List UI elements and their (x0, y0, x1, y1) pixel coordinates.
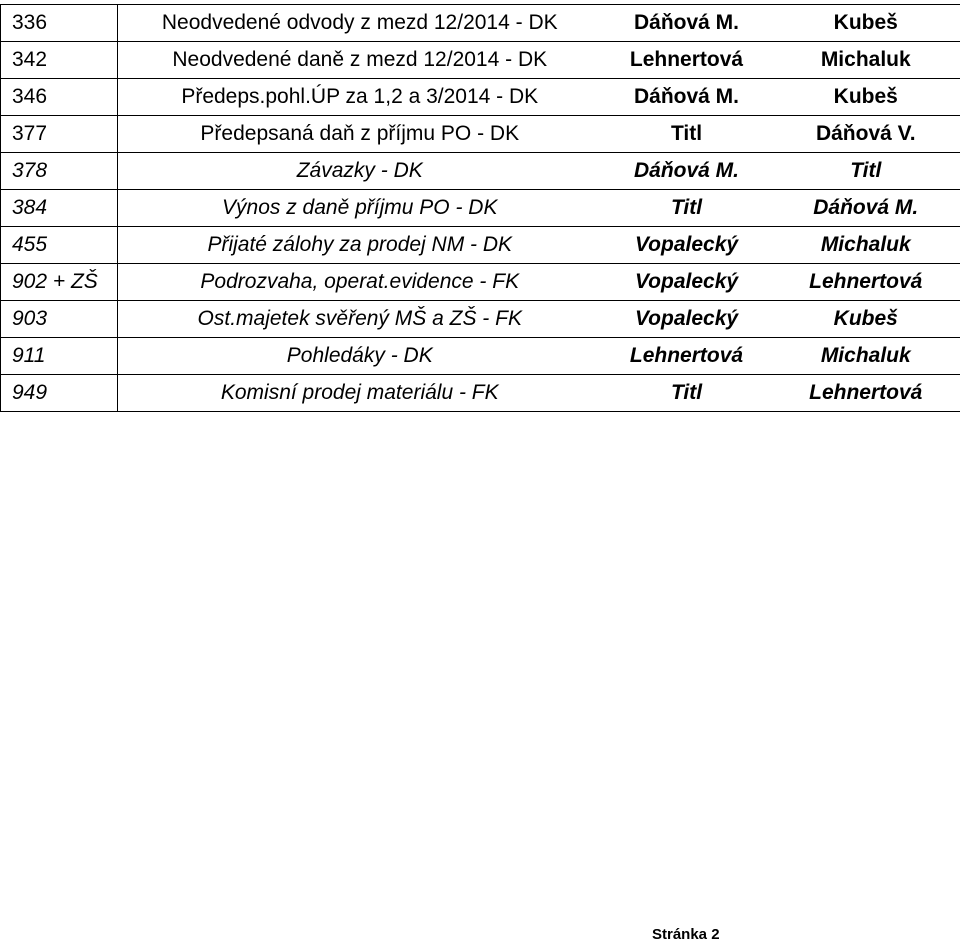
responsible-person: Vopalecký (602, 264, 772, 301)
substitute-person: Dáňová M. (772, 190, 960, 227)
table-row (1, 227, 960, 264)
account-description: Předepsaná daň z příjmu PO - DK (118, 116, 602, 153)
account-description: Komisní prodej materiálu - FK (118, 375, 602, 412)
substitute-person: Lehnertová (772, 375, 960, 412)
responsible-person: Vopalecký (602, 227, 772, 264)
account-code: 346 (1, 79, 118, 116)
table-row (1, 301, 960, 338)
responsible-person: Titl (602, 375, 772, 412)
substitute-person: Lehnertová (772, 264, 960, 301)
responsible-person: Titl (602, 116, 772, 153)
accounts-table-body (1, 5, 960, 412)
account-code: 903 (1, 301, 118, 338)
account-code: 378 (1, 153, 118, 190)
table-row (1, 116, 960, 153)
page-number: Stránka 2 (652, 926, 720, 944)
account-description: Předeps.pohl.ÚP za 1,2 a 3/2014 - DK (118, 79, 602, 116)
accounts-table (0, 4, 960, 412)
account-code: 342 (1, 42, 118, 79)
substitute-person: Michaluk (772, 42, 960, 79)
substitute-person: Kubeš (772, 5, 960, 42)
substitute-person: Dáňová V. (772, 116, 960, 153)
account-description: Pohledáky - DK (118, 338, 602, 375)
account-description: Podrozvaha, operat.evidence - FK (118, 264, 602, 301)
table-row (1, 190, 960, 227)
responsible-person: Dáňová M. (602, 79, 772, 116)
responsible-person: Dáňová M. (602, 153, 772, 190)
account-code: 902 + ZŠ (1, 264, 118, 301)
table-row (1, 79, 960, 116)
substitute-person: Kubeš (772, 301, 960, 338)
account-description: Závazky - DK (118, 153, 602, 190)
table-row (1, 375, 960, 412)
account-description: Ost.majetek svěřený MŠ a ZŠ - FK (118, 301, 602, 338)
table-row (1, 153, 960, 190)
responsible-person: Lehnertová (602, 338, 772, 375)
account-description: Přijaté zálohy za prodej NM - DK (118, 227, 602, 264)
responsible-person: Dáňová M. (602, 5, 772, 42)
account-description: Neodvedené daně z mezd 12/2014 - DK (118, 42, 602, 79)
account-code: 911 (1, 338, 118, 375)
account-code: 949 (1, 375, 118, 412)
table-row (1, 338, 960, 375)
responsible-person: Lehnertová (602, 42, 772, 79)
responsible-person: Vopalecký (602, 301, 772, 338)
table-row (1, 42, 960, 79)
table-row (1, 264, 960, 301)
substitute-person: Titl (772, 153, 960, 190)
account-code: 384 (1, 190, 118, 227)
account-description: Neodvedené odvody z mezd 12/2014 - DK (118, 5, 602, 42)
table-row (1, 5, 960, 42)
account-description: Výnos z daně příjmu PO - DK (118, 190, 602, 227)
substitute-person: Kubeš (772, 79, 960, 116)
substitute-person: Michaluk (772, 338, 960, 375)
account-code: 455 (1, 227, 118, 264)
responsible-person: Titl (602, 190, 772, 227)
substitute-person: Michaluk (772, 227, 960, 264)
account-code: 336 (1, 5, 118, 42)
account-code: 377 (1, 116, 118, 153)
